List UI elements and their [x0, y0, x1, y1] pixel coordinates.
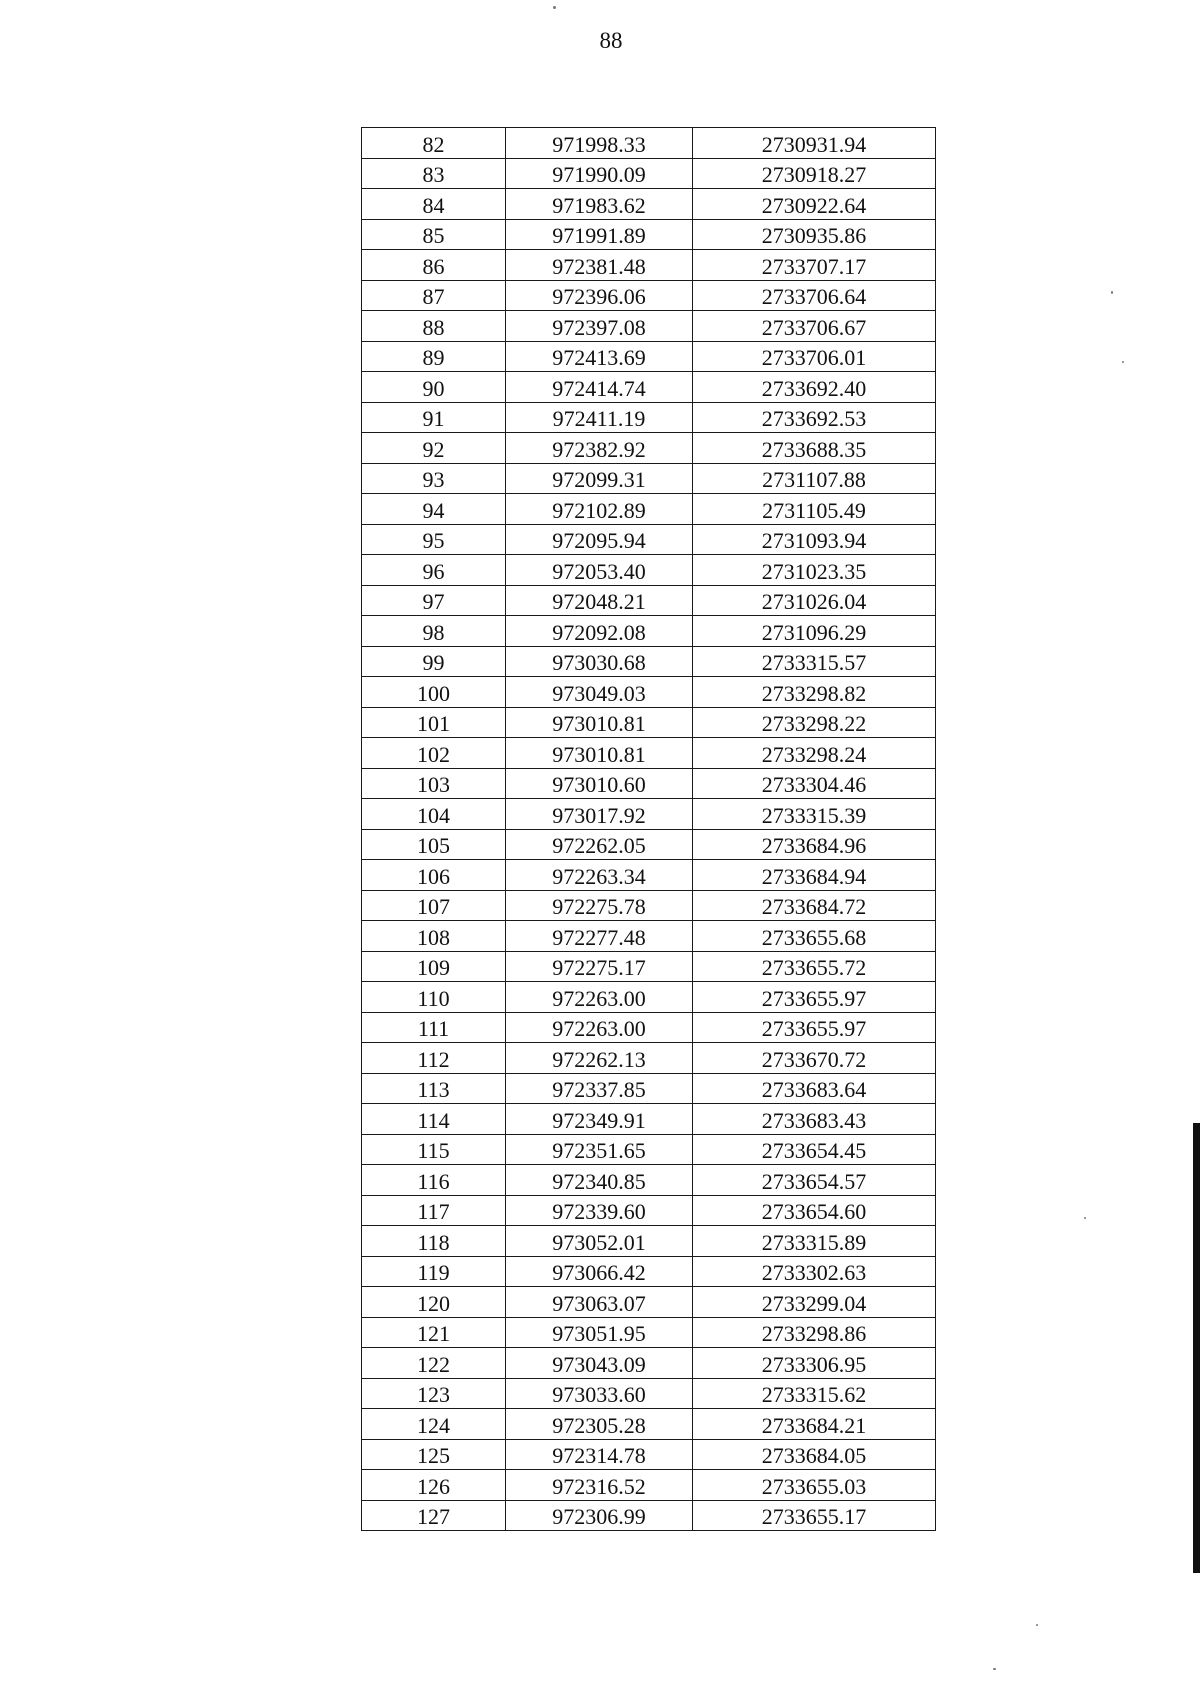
y-coordinate-cell: 2733692.53	[693, 402, 936, 433]
table-row	[362, 585, 936, 616]
table-row	[362, 1287, 936, 1318]
table-row	[362, 768, 936, 799]
x-coordinate-cell: 971991.89	[506, 219, 693, 250]
table-row	[362, 128, 936, 159]
point-number-cell: 110	[362, 982, 506, 1013]
scan-speck	[1122, 361, 1124, 363]
table-row	[362, 280, 936, 311]
x-coordinate-cell: 972102.89	[506, 494, 693, 525]
x-coordinate-cell: 973043.09	[506, 1348, 693, 1379]
table-row	[362, 1470, 936, 1501]
y-coordinate-cell: 2731023.35	[693, 555, 936, 586]
x-coordinate-cell: 972275.78	[506, 890, 693, 921]
x-coordinate-cell: 972263.00	[506, 982, 693, 1013]
x-coordinate-cell: 972314.78	[506, 1439, 693, 1470]
scan-speck	[553, 6, 556, 9]
point-number-cell: 94	[362, 494, 506, 525]
point-number-cell: 117	[362, 1195, 506, 1226]
y-coordinate-cell: 2733684.94	[693, 860, 936, 891]
x-coordinate-cell: 973010.60	[506, 768, 693, 799]
table-row	[362, 1226, 936, 1257]
table-row	[362, 463, 936, 494]
y-coordinate-cell: 2730935.86	[693, 219, 936, 250]
x-coordinate-cell: 972262.13	[506, 1043, 693, 1074]
table-row	[362, 1195, 936, 1226]
y-coordinate-cell: 2733315.39	[693, 799, 936, 830]
table-row	[362, 707, 936, 738]
y-coordinate-cell: 2733684.05	[693, 1439, 936, 1470]
point-number-cell: 91	[362, 402, 506, 433]
point-number-cell: 108	[362, 921, 506, 952]
y-coordinate-cell: 2733706.64	[693, 280, 936, 311]
x-coordinate-cell: 972411.19	[506, 402, 693, 433]
table-row	[362, 951, 936, 982]
x-coordinate-cell: 971983.62	[506, 189, 693, 220]
y-coordinate-cell: 2733684.96	[693, 829, 936, 860]
y-coordinate-cell: 2733670.72	[693, 1043, 936, 1074]
x-coordinate-cell: 972337.85	[506, 1073, 693, 1104]
y-coordinate-cell: 2731105.49	[693, 494, 936, 525]
y-coordinate-cell: 2731093.94	[693, 524, 936, 555]
point-number-cell: 86	[362, 250, 506, 281]
scan-speck	[993, 1668, 996, 1670]
y-coordinate-cell: 2733655.03	[693, 1470, 936, 1501]
table-row	[362, 1043, 936, 1074]
point-number-cell: 100	[362, 677, 506, 708]
y-coordinate-cell: 2733306.95	[693, 1348, 936, 1379]
table-row	[362, 311, 936, 342]
coordinate-table	[361, 127, 936, 1531]
y-coordinate-cell: 2733684.21	[693, 1409, 936, 1440]
x-coordinate-cell: 972306.99	[506, 1500, 693, 1531]
y-coordinate-cell: 2733654.45	[693, 1134, 936, 1165]
x-coordinate-cell: 973030.68	[506, 646, 693, 677]
point-number-cell: 82	[362, 128, 506, 159]
point-number-cell: 103	[362, 768, 506, 799]
y-coordinate-cell: 2733655.97	[693, 982, 936, 1013]
y-coordinate-cell: 2733298.86	[693, 1317, 936, 1348]
table-row	[362, 1500, 936, 1531]
x-coordinate-cell: 972397.08	[506, 311, 693, 342]
x-coordinate-cell: 973063.07	[506, 1287, 693, 1318]
x-coordinate-cell: 973051.95	[506, 1317, 693, 1348]
scan-speck	[1084, 1217, 1086, 1219]
x-coordinate-cell: 973010.81	[506, 707, 693, 738]
point-number-cell: 102	[362, 738, 506, 769]
point-number-cell: 99	[362, 646, 506, 677]
table-row	[362, 829, 936, 860]
point-number-cell: 92	[362, 433, 506, 464]
table-row	[362, 494, 936, 525]
point-number-cell: 107	[362, 890, 506, 921]
point-number-cell: 106	[362, 860, 506, 891]
table-row	[362, 921, 936, 952]
point-number-cell: 121	[362, 1317, 506, 1348]
y-coordinate-cell: 2733706.01	[693, 341, 936, 372]
x-coordinate-cell: 973010.81	[506, 738, 693, 769]
point-number-cell: 97	[362, 585, 506, 616]
x-coordinate-cell: 972277.48	[506, 921, 693, 952]
y-coordinate-cell: 2733315.57	[693, 646, 936, 677]
table-row	[362, 738, 936, 769]
x-coordinate-cell: 972396.06	[506, 280, 693, 311]
y-coordinate-cell: 2733655.97	[693, 1012, 936, 1043]
table-row	[362, 158, 936, 189]
table-row	[362, 555, 936, 586]
table-row	[362, 616, 936, 647]
y-coordinate-cell: 2731096.29	[693, 616, 936, 647]
y-coordinate-cell: 2733688.35	[693, 433, 936, 464]
y-coordinate-cell: 2733655.17	[693, 1500, 936, 1531]
point-number-cell: 85	[362, 219, 506, 250]
point-number-cell: 113	[362, 1073, 506, 1104]
y-coordinate-cell: 2733654.57	[693, 1165, 936, 1196]
y-coordinate-cell: 2733298.24	[693, 738, 936, 769]
table-row	[362, 250, 936, 281]
point-number-cell: 88	[362, 311, 506, 342]
point-number-cell: 93	[362, 463, 506, 494]
point-number-cell: 115	[362, 1134, 506, 1165]
point-number-cell: 95	[362, 524, 506, 555]
point-number-cell: 87	[362, 280, 506, 311]
scan-speck	[1111, 291, 1113, 294]
y-coordinate-cell: 2733692.40	[693, 372, 936, 403]
point-number-cell: 83	[362, 158, 506, 189]
y-coordinate-cell: 2733684.72	[693, 890, 936, 921]
point-number-cell: 124	[362, 1409, 506, 1440]
table-row	[362, 433, 936, 464]
point-number-cell: 109	[362, 951, 506, 982]
point-number-cell: 120	[362, 1287, 506, 1318]
point-number-cell: 96	[362, 555, 506, 586]
table-row	[362, 799, 936, 830]
y-coordinate-cell: 2730931.94	[693, 128, 936, 159]
x-coordinate-cell: 972382.92	[506, 433, 693, 464]
y-coordinate-cell: 2733683.43	[693, 1104, 936, 1135]
x-coordinate-cell: 971998.33	[506, 128, 693, 159]
table-row	[362, 524, 936, 555]
y-coordinate-cell: 2733654.60	[693, 1195, 936, 1226]
point-number-cell: 89	[362, 341, 506, 372]
y-coordinate-cell: 2733302.63	[693, 1256, 936, 1287]
x-coordinate-cell: 972275.17	[506, 951, 693, 982]
table-row	[362, 1134, 936, 1165]
point-number-cell: 127	[362, 1500, 506, 1531]
y-coordinate-cell: 2733304.46	[693, 768, 936, 799]
y-coordinate-cell: 2733315.89	[693, 1226, 936, 1257]
point-number-cell: 111	[362, 1012, 506, 1043]
x-coordinate-cell: 972413.69	[506, 341, 693, 372]
point-number-cell: 114	[362, 1104, 506, 1135]
table-row	[362, 860, 936, 891]
x-coordinate-cell: 972263.34	[506, 860, 693, 891]
table-row	[362, 402, 936, 433]
table-row	[362, 982, 936, 1013]
table-row	[362, 1104, 936, 1135]
x-coordinate-cell: 972381.48	[506, 250, 693, 281]
table-row	[362, 1409, 936, 1440]
x-coordinate-cell: 972339.60	[506, 1195, 693, 1226]
point-number-cell: 122	[362, 1348, 506, 1379]
y-coordinate-cell: 2730922.64	[693, 189, 936, 220]
x-coordinate-cell: 972349.91	[506, 1104, 693, 1135]
table-row	[362, 372, 936, 403]
table-row	[362, 1073, 936, 1104]
x-coordinate-cell: 972099.31	[506, 463, 693, 494]
point-number-cell: 125	[362, 1439, 506, 1470]
table-row	[362, 341, 936, 372]
y-coordinate-cell: 2733315.62	[693, 1378, 936, 1409]
table-row	[362, 1439, 936, 1470]
x-coordinate-cell: 972316.52	[506, 1470, 693, 1501]
table-row	[362, 1317, 936, 1348]
x-coordinate-cell: 972351.65	[506, 1134, 693, 1165]
point-number-cell: 126	[362, 1470, 506, 1501]
y-coordinate-cell: 2733706.67	[693, 311, 936, 342]
y-coordinate-cell: 2733707.17	[693, 250, 936, 281]
x-coordinate-cell: 972414.74	[506, 372, 693, 403]
scan-edge-bar	[1193, 1123, 1200, 1573]
page-number: 88	[599, 28, 623, 53]
table-row	[362, 890, 936, 921]
x-coordinate-cell: 972305.28	[506, 1409, 693, 1440]
point-number-cell: 118	[362, 1226, 506, 1257]
y-coordinate-cell: 2733298.22	[693, 707, 936, 738]
table-row	[362, 189, 936, 220]
y-coordinate-cell: 2733683.64	[693, 1073, 936, 1104]
table-row	[362, 1378, 936, 1409]
table-row	[362, 219, 936, 250]
point-number-cell: 123	[362, 1378, 506, 1409]
y-coordinate-cell: 2733655.72	[693, 951, 936, 982]
x-coordinate-cell: 972092.08	[506, 616, 693, 647]
x-coordinate-cell: 971990.09	[506, 158, 693, 189]
table-row	[362, 646, 936, 677]
x-coordinate-cell: 973066.42	[506, 1256, 693, 1287]
x-coordinate-cell: 972340.85	[506, 1165, 693, 1196]
point-number-cell: 119	[362, 1256, 506, 1287]
table-row	[362, 1348, 936, 1379]
point-number-cell: 104	[362, 799, 506, 830]
y-coordinate-cell: 2733298.82	[693, 677, 936, 708]
table-row	[362, 1012, 936, 1043]
x-coordinate-cell: 972053.40	[506, 555, 693, 586]
table-row	[362, 677, 936, 708]
point-number-cell: 90	[362, 372, 506, 403]
point-number-cell: 116	[362, 1165, 506, 1196]
point-number-cell: 98	[362, 616, 506, 647]
x-coordinate-cell: 972095.94	[506, 524, 693, 555]
point-number-cell: 84	[362, 189, 506, 220]
scan-speck	[1036, 1624, 1038, 1626]
table-row	[362, 1165, 936, 1196]
x-coordinate-cell: 972048.21	[506, 585, 693, 616]
point-number-cell: 105	[362, 829, 506, 860]
y-coordinate-cell: 2730918.27	[693, 158, 936, 189]
point-number-cell: 101	[362, 707, 506, 738]
x-coordinate-cell: 973052.01	[506, 1226, 693, 1257]
y-coordinate-cell: 2731107.88	[693, 463, 936, 494]
x-coordinate-cell: 973017.92	[506, 799, 693, 830]
x-coordinate-cell: 973033.60	[506, 1378, 693, 1409]
table-row	[362, 1256, 936, 1287]
x-coordinate-cell: 972262.05	[506, 829, 693, 860]
x-coordinate-cell: 973049.03	[506, 677, 693, 708]
y-coordinate-cell: 2731026.04	[693, 585, 936, 616]
y-coordinate-cell: 2733655.68	[693, 921, 936, 952]
point-number-cell: 112	[362, 1043, 506, 1074]
coordinate-table-body	[362, 128, 936, 1531]
y-coordinate-cell: 2733299.04	[693, 1287, 936, 1318]
x-coordinate-cell: 972263.00	[506, 1012, 693, 1043]
